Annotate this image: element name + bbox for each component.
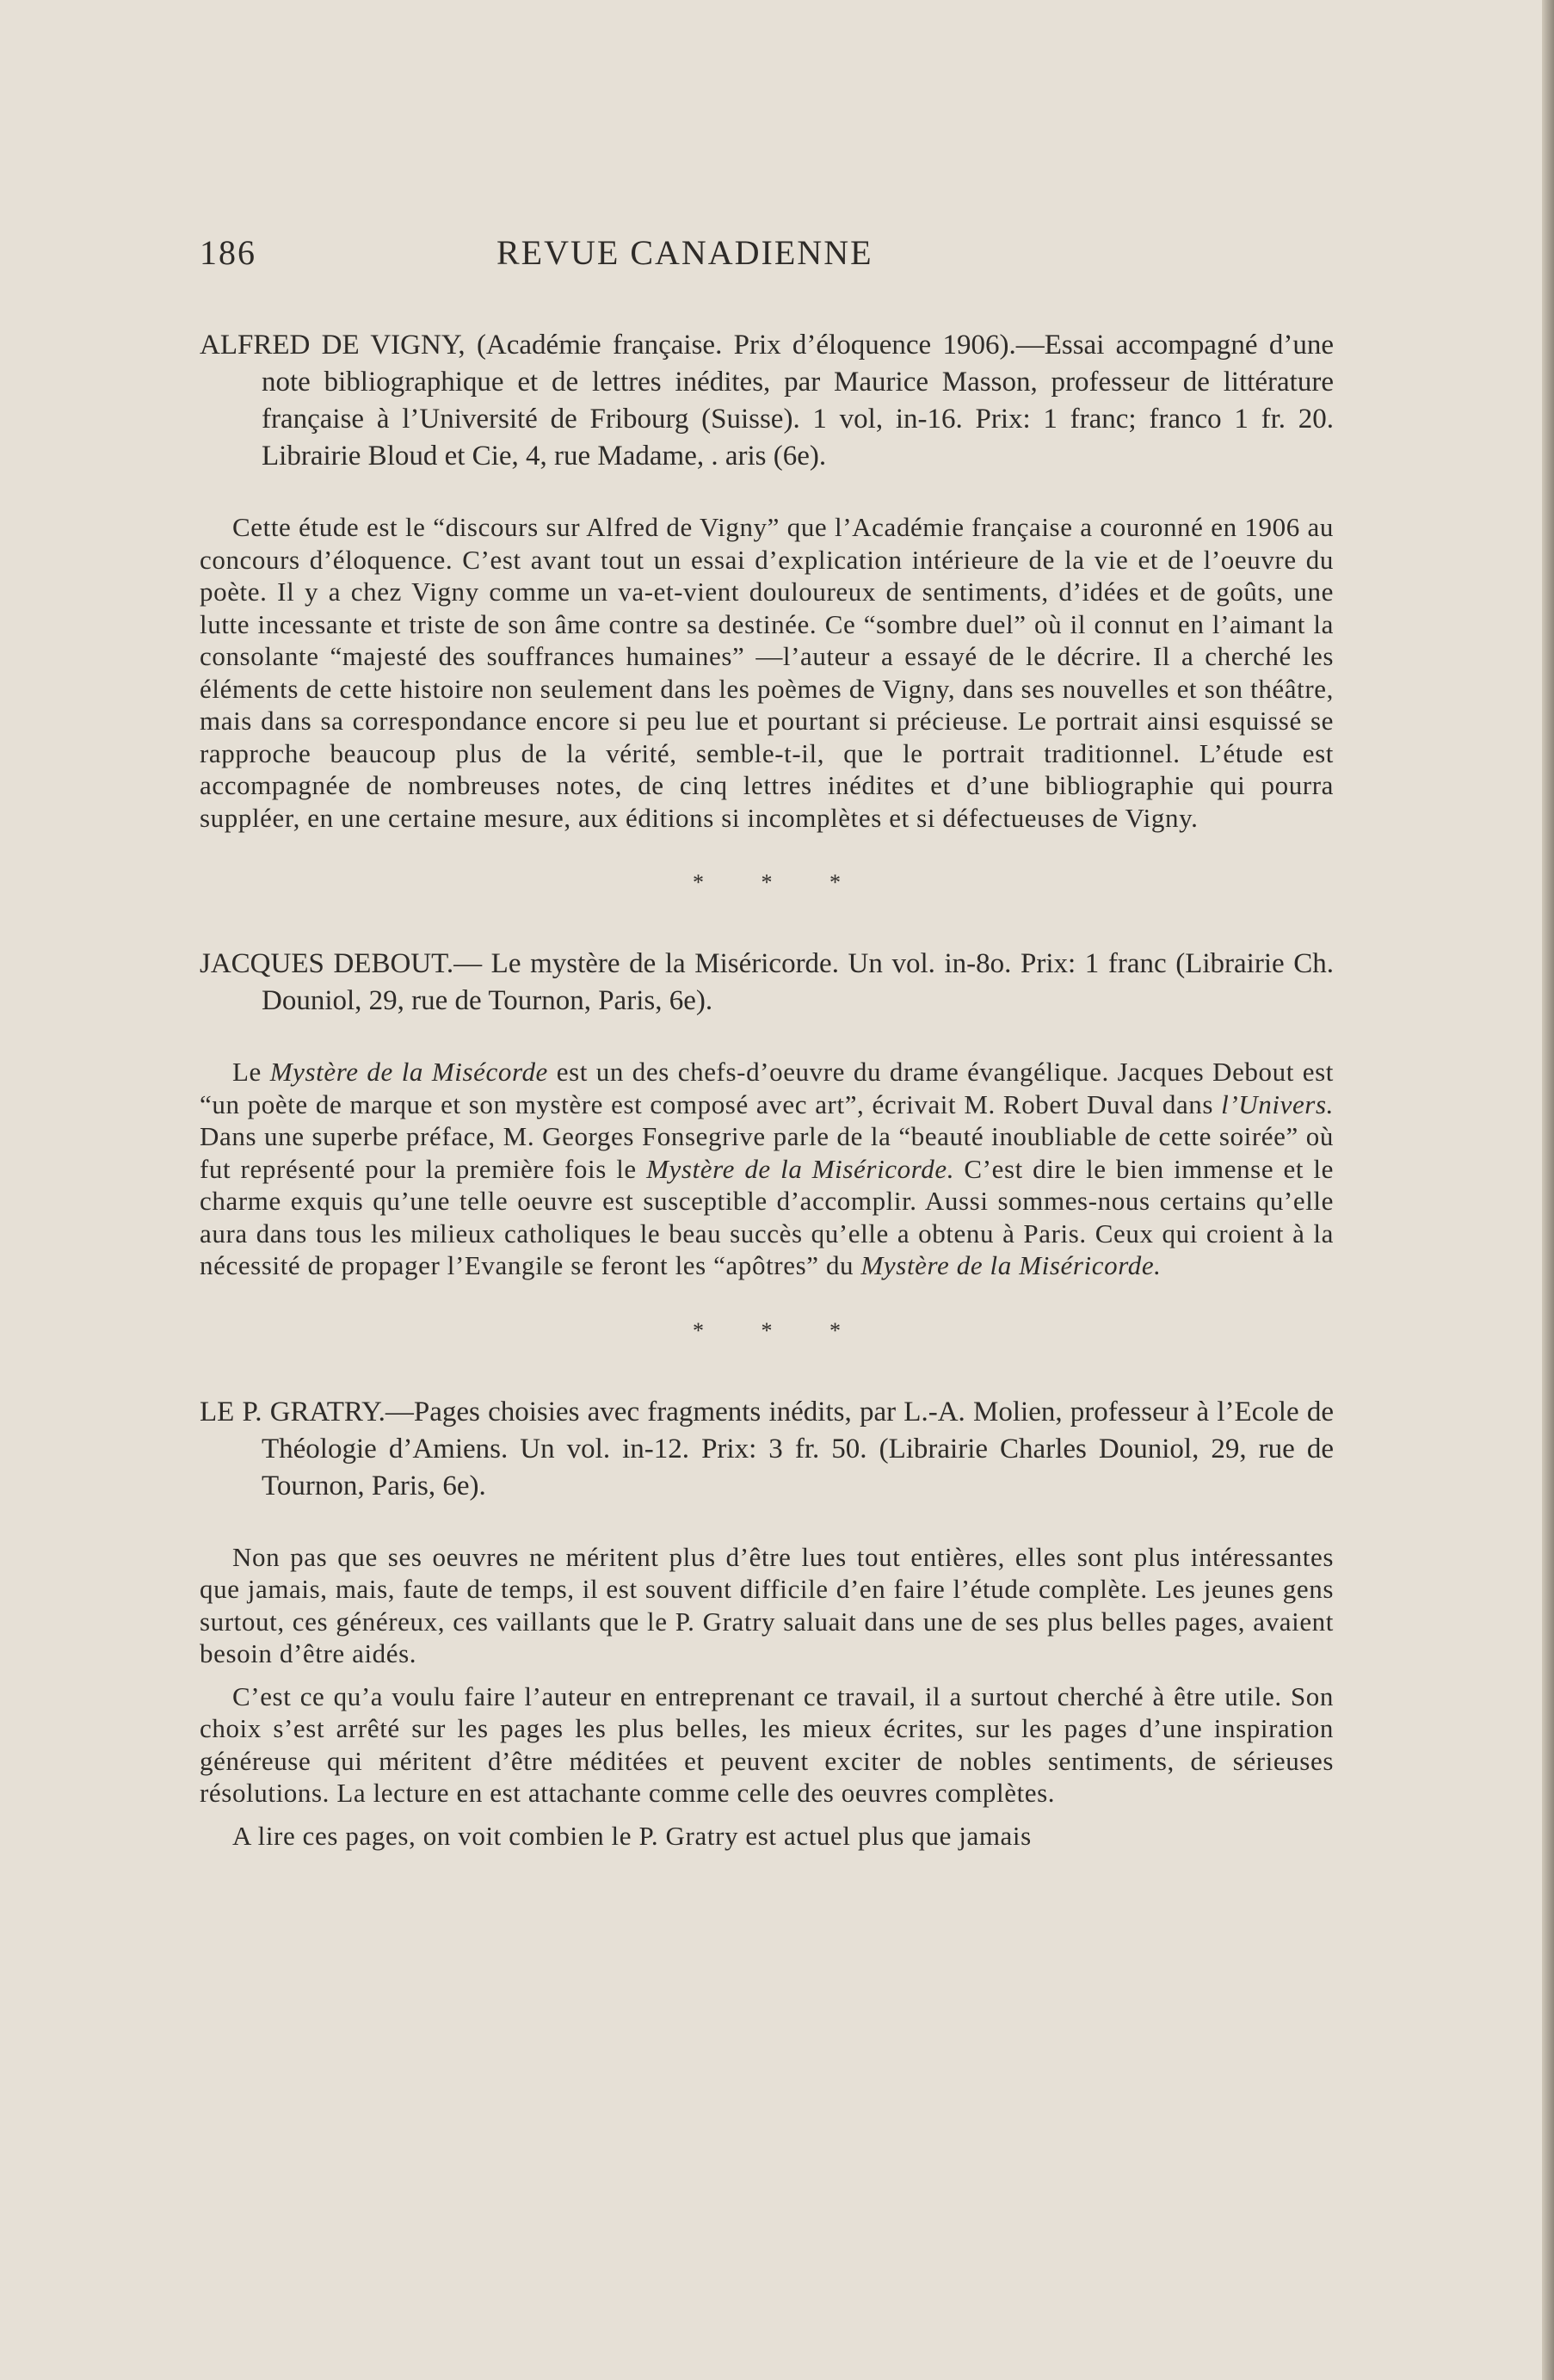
text-run: A lire ces pages, on voit combien le P. Gratry est actuel plus que jamais [232, 1820, 1032, 1851]
text-run: est un des chefs-d’oeuvre du drame évangélique. Jacques Debout est “un poète de marque et son mystère est composé avec art”, écrivait M. Robert Duval dans [200, 1057, 1334, 1119]
text-run: Cette étude est le “discours sur Alfred de Vigny” que l’Académie française a couronné en 1906 au concours d’éloquence. C’est avant tout un essai d’explication intérieure de la vie et de l’oeuvre du poète. Il y a chez Vigny comme un va-et-vient douloureux de sentiments, d’idées et de goûts, une lutte incessante et triste de son âme contre sa destinée. Ce “sombre duel” où il connut en l’aimant la consolante “majesté des souffrances humaines” —l’auteur a essayé de le décrire. Il a cherché les éléments de cette histoire non seulement dans les poèmes de Vigny, dans ses nouvelles et son théâtre, mais dans sa correspondance encore si peu lue et pourtant si précieuse. Le portrait ainsi esquissé se rapproche beaucoup plus de la vérité, semble-t-il, que le portrait traditionnel. L’étude est accompagnée de nombreuses notes, de cinq lettres inédites et d’une bibliographie qui pourra suppléer, en une certaine mesure, aux éditions si incomplètes et si défectueuses de Vigny. [200, 512, 1334, 833]
review-paragraph [200, 1056, 1334, 1282]
review-paragraph [200, 1541, 1334, 1670]
italic-title-run: Mystère de la Miséricorde. [860, 1250, 1162, 1280]
review-entry-debout [200, 946, 1334, 1282]
italic-title-run: l’Univers. [1221, 1088, 1334, 1119]
italic-title-run: Mystère de la Miséricorde. [646, 1153, 955, 1184]
document-page [200, 232, 1334, 1852]
citation: LE P. GRATRY.—Pages choisies avec fragments inédits, par L.-A. Molien, professeur à l’Ecole de Théologie d’Amiens. Un vol. in-12. Prix: 3 fr. 50. (Librairie Charles Douniol, 29, rue de Tournon, Paris, 6e). [200, 1396, 1334, 1501]
italic-title-run: Mystère de la Misécorde [269, 1057, 548, 1087]
review-entry-gratry [200, 1394, 1334, 1853]
citation: JACQUES DEBOUT.— Le mystère de la Miséricorde. Un vol. in-8o. Prix: 1 franc (Librairie Ch. Douniol, 29, rue de Tournon, Paris, 6e). [200, 948, 1334, 1016]
text-run: Dans une superbe préface, M. Georges Fonsegrive parle de la “beauté inoubliable de cette soirée” où fut représenté pour la première fois le [200, 1121, 1334, 1184]
review-paragraph [200, 1680, 1334, 1810]
running-head [200, 232, 1334, 284]
section-separator: * * * [693, 870, 866, 895]
page-number: 186 [200, 233, 256, 272]
text-run: C’est dire le bien immense et le charme exquis qu’une telle oeuvre est susceptible d’accomplir. Aussi sommes-nous certains qu’elle aura dans tous les milieux catholiques le beau succès qu’elle a obtenu à Paris. Ceux qui croient à la nécessité de propager l’Evangile se feront les “apôtres” du [200, 1153, 1335, 1280]
page-edge-shadow [1542, 0, 1554, 2380]
review-paragraph [200, 511, 1334, 834]
review-entry-vigny [200, 327, 1334, 834]
text-run: Non pas que ses oeuvres ne méritent plus d’être lues tout entières, elles sont plus intéressantes que jamais, mais, faute de temps, il est souvent difficile d’en faire l’étude complète. Les jeunes gens surtout, ces généreux, ces vaillants que le P. Gratry saluait dans une de ses plus belles pages, avaient besoin d’être aidés. [200, 1541, 1334, 1668]
text-run: C’est ce qu’a voulu faire l’auteur en entreprenant ce travail, il a surtout cherché à être utile. Son choix s’est arrêté sur les pages les plus belles, les mieux écrites, sur les pages d’une inspiration généreuse qui méritent d’être méditées et peuvent exciter de nobles sentiments, de sérieuses résolutions. La lecture en est attachante comme celle des oeuvres complètes. [200, 1680, 1334, 1808]
journal-title: REVUE CANADIENNE [496, 233, 873, 272]
review-text [200, 1541, 1334, 1853]
citation: ALFRED DE VIGNY, (Académie française. Prix d’éloquence 1906).—Essai accompagné d’une note bibliographique et de lettres inédites, par Maurice Masson, professeur de littérature française à l’Université de Fribourg (Suisse). 1 vol, in-16. Prix: 1 franc; franco 1 fr. 20. Librairie Bloud et Cie, 4, rue Madame, . aris (6e). [200, 330, 1334, 472]
section-separator: * * * [693, 1317, 866, 1343]
review-text [200, 511, 1334, 834]
review-paragraph [200, 1820, 1334, 1853]
text-run: Le [232, 1057, 270, 1087]
review-text [200, 1056, 1334, 1282]
